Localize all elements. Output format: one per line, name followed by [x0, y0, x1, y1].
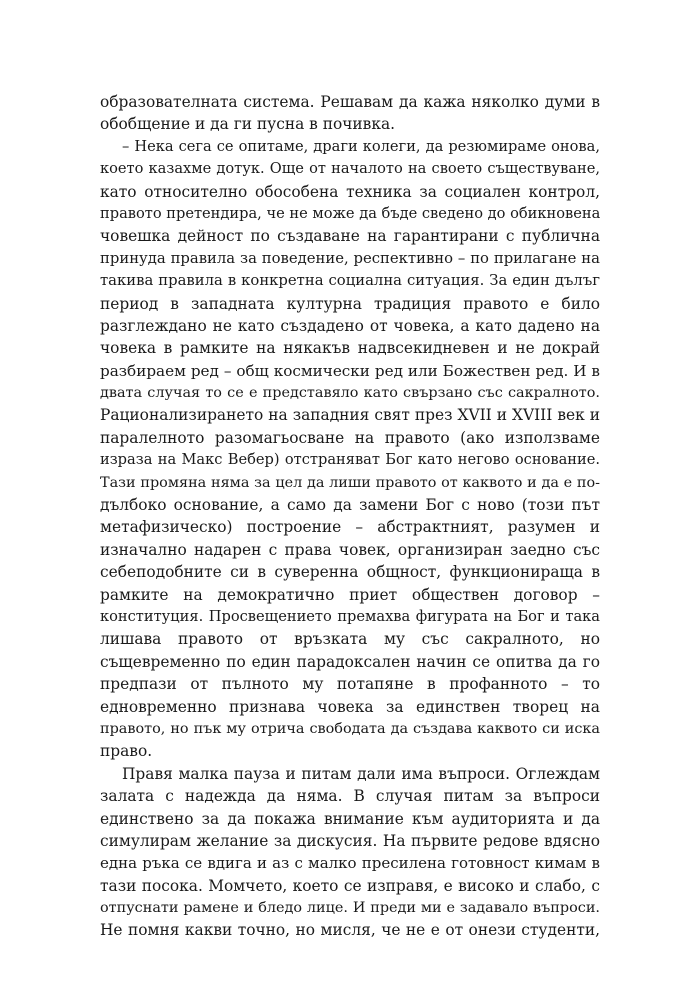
- text-line: конституция. Просвещението премахва фигурата на Бог и така: [100, 607, 600, 625]
- text-line: правото, но пък му отрича свободата да създава каквото си иска: [100, 720, 600, 737]
- text-line: Не помня какви точно, но мисля, че не е от онези студенти,: [100, 921, 600, 940]
- text-line: паралелното разомагьосване на правото (ако използваме: [100, 428, 600, 447]
- text-line: рамките на демократично приет обществен договор –: [100, 585, 600, 604]
- text-line: лишава правото от връзката му със сакралното, но: [100, 630, 600, 649]
- text-line: метафизическо) построение – абстрактният, разумен и: [100, 518, 600, 537]
- text-line: единствено за да покажа внимание към аудиторията и да: [100, 809, 600, 828]
- text-line: двата случая то се е представяло като свързано със сакралното.: [100, 385, 600, 402]
- text-line: тази посока. Момчето, което се изправя, е високо и слабо, с: [100, 876, 600, 895]
- text-line: залата с надежда да няма. В случая питам за въпроси: [100, 787, 600, 806]
- text-line: образователната система. Решавам да кажа няколко думи в: [100, 93, 600, 111]
- text-line: Правя малка пауза и питам дали има въпроси. Оглеждам: [122, 764, 600, 783]
- text-line: разглеждано не като създадено от човека, а като дадено на: [100, 316, 600, 335]
- text-line: – Нека сега се опитаме, драги колеги, да резюмираме онова,: [122, 137, 600, 155]
- text-line: такива правила в конкретна социална ситуация. За един дълъг: [100, 272, 600, 290]
- text-line: принуда правила за поведение, респективно – по прилагане на: [100, 249, 600, 267]
- body-text: [100, 91, 600, 942]
- text-line: Тази промяна няма за цел да лиши правото от каквото и да е по-: [100, 474, 600, 491]
- text-line: човека в рамките на някакъв надвсекидневен и не докрай: [100, 339, 600, 358]
- text-line: едновременно признава човека за единствен творец на: [100, 697, 600, 716]
- text-line: период в западната културна традиция правото е било: [100, 294, 600, 313]
- text-line: човешка дейност по създаване на гарантирани с публична: [100, 227, 600, 246]
- text-line: същевременно по един парадоксален начин се опитва да го: [100, 652, 600, 671]
- text-line: предпази от пълното му потапяне в профанното – то: [100, 675, 600, 694]
- text-line: правото претендира, че не може да бъде сведено до обикновена: [100, 204, 601, 222]
- text-line: себеподобните си в суверенна общност, функционираща в: [100, 563, 600, 582]
- text-line: като относително обособена техника за социален контрол,: [100, 182, 600, 201]
- text-line: изначално надарен с права човек, организиран заедно със: [100, 540, 600, 559]
- text-line: една ръка се вдига и аз с малко пресилена готовност кимам в: [100, 854, 600, 873]
- text-line: израза на Макс Вебер) отстраняват Бог като негово основание.: [100, 451, 600, 469]
- text-line: право.: [100, 742, 153, 761]
- text-line: симулирам желание за дискусия. На първите редове вдясно: [100, 831, 600, 850]
- text-line: дълбоко основание, а само да замени Бог с ново (този път: [100, 496, 600, 515]
- text-line: отпуснати рамене и бледо лице. И преди ми е задавало въпроси.: [100, 900, 600, 917]
- text-line: което казахме дотук. Още от началото на своето съществуване,: [100, 160, 600, 178]
- text-line: Рационализирането на западния свят през XVII и XVIII век и: [100, 406, 600, 425]
- text-line: обобщение и да ги пусна в почивка.: [100, 115, 396, 134]
- text-line: разбираем ред – общ космически ред или Божествен ред. И в: [100, 361, 600, 380]
